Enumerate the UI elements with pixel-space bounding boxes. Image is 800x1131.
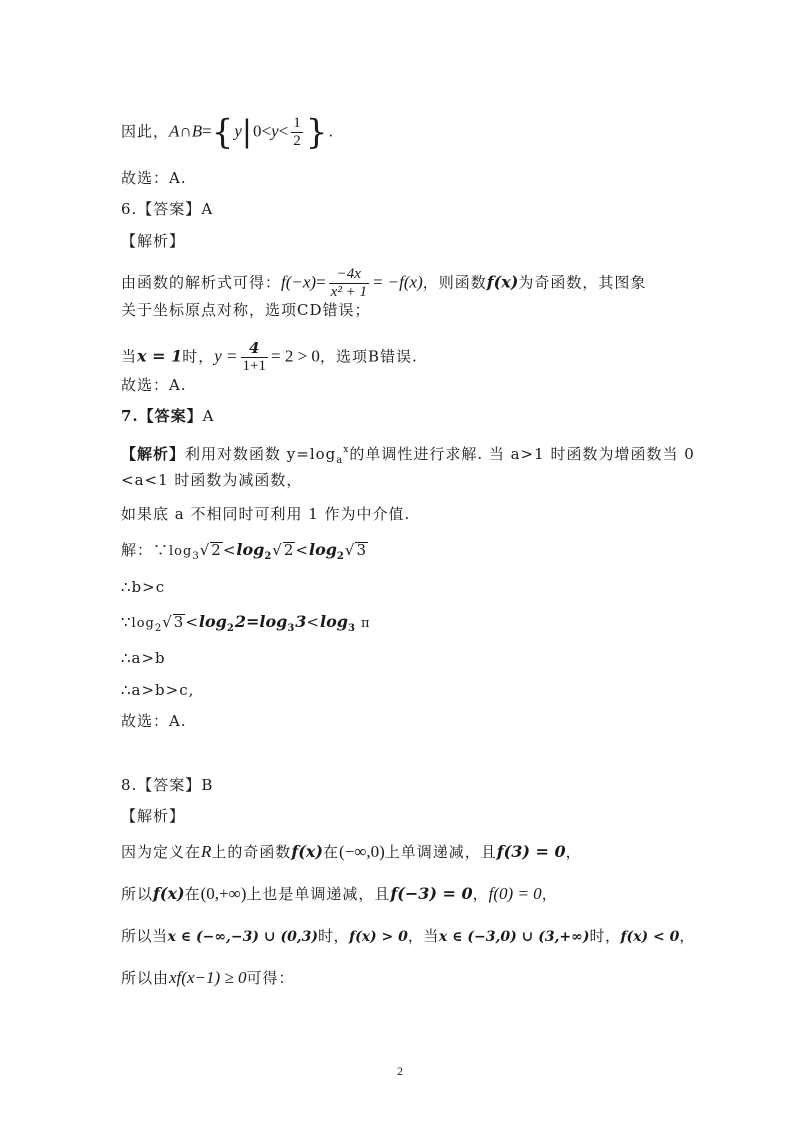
left-brace: { (211, 112, 235, 153)
q6-answer-heading: 6.【答案】A (121, 200, 214, 218)
q6-odd-function-line: 由函数的解析式可得：f(−x)= $\frac{-4x}{\text{x² + 1}}$ = −f(x)，则函数f(x)为奇函数，其图象 (121, 266, 647, 300)
q7-decreasing-line: <a<1 时函数为减函数， (121, 471, 303, 489)
fraction-one-half: $\frac{1}{2}$ (293, 115, 301, 149)
q6-symmetry-line: 关于坐标原点对称，选项CD错误； (121, 301, 371, 319)
q8-analysis-heading: 【解析】 (121, 807, 186, 825)
q7-intermediate-line: 如果底 a 不相同时可利用 1 作为中介值. (121, 505, 411, 523)
q7-answer-heading: 7.【答案】A (121, 407, 215, 425)
choice-line: 故选：A. (121, 376, 187, 394)
choice-line: 故选：A. (121, 712, 187, 730)
q8-monotonic-line: 所以f(x)在(0,+∞)上也是单调递减，且f(−3) = 0，f(0) = 0， (121, 884, 558, 903)
q8-answer-heading: 8.【答案】B (121, 776, 214, 794)
q8-sign-line: 所以当x ∈ (−∞,−3) ∪ (0,3)时，f(x) > 0，当x ∈ (−3,0) ∪ (3,+∞)时，f(x) < 0， (121, 927, 695, 945)
fraction-4-over-2: $\frac{4}{1+1}$ (242, 339, 266, 374)
q7-comparison-line: $\because\log_2√3<\log_22=\log_33<\log_3$ π (121, 612, 371, 634)
q7-analysis-line: 【解析】利用对数函数 $y=\log_a^x$的单调性进行求解. 当 a>1 时函数为增函数当 0 (121, 445, 695, 466)
intersection-result-line: 因此，A∩B={y|0<y< $\frac{1}{2}$ }. (121, 112, 335, 153)
page-number: 2 (397, 1064, 403, 1078)
q7-a-gt-b: ∴a>b (121, 649, 166, 667)
fraction-minus4x: $\frac{-4x}{\text{x² + 1}}$ (330, 266, 367, 300)
q8-inequality-line: 所以由xf(x−1) ≥ 0可得： (121, 968, 295, 987)
q8-definition-line: 因为定义在R上的奇函数f(x)在(−∞,0)上单调递减，且f(3) = 0， (121, 842, 582, 861)
q7-solution-line: 解：$\because\log_3√2<\log_2√2<\log_2√3$ (121, 540, 367, 562)
q7-conclusion: ∴a>b>c, (121, 681, 195, 699)
vertical-bar: | (241, 114, 253, 150)
q6-check-line: 当x = 1时，y = $\frac{4}{1+1}$ = 2 > 0，选项B错误. (121, 339, 418, 374)
right-brace: } (305, 112, 329, 153)
q7-b-gt-c: ∴b>c (121, 578, 166, 596)
q6-analysis-heading: 【解析】 (121, 232, 186, 250)
choice-line: 故选：A. (121, 169, 187, 187)
